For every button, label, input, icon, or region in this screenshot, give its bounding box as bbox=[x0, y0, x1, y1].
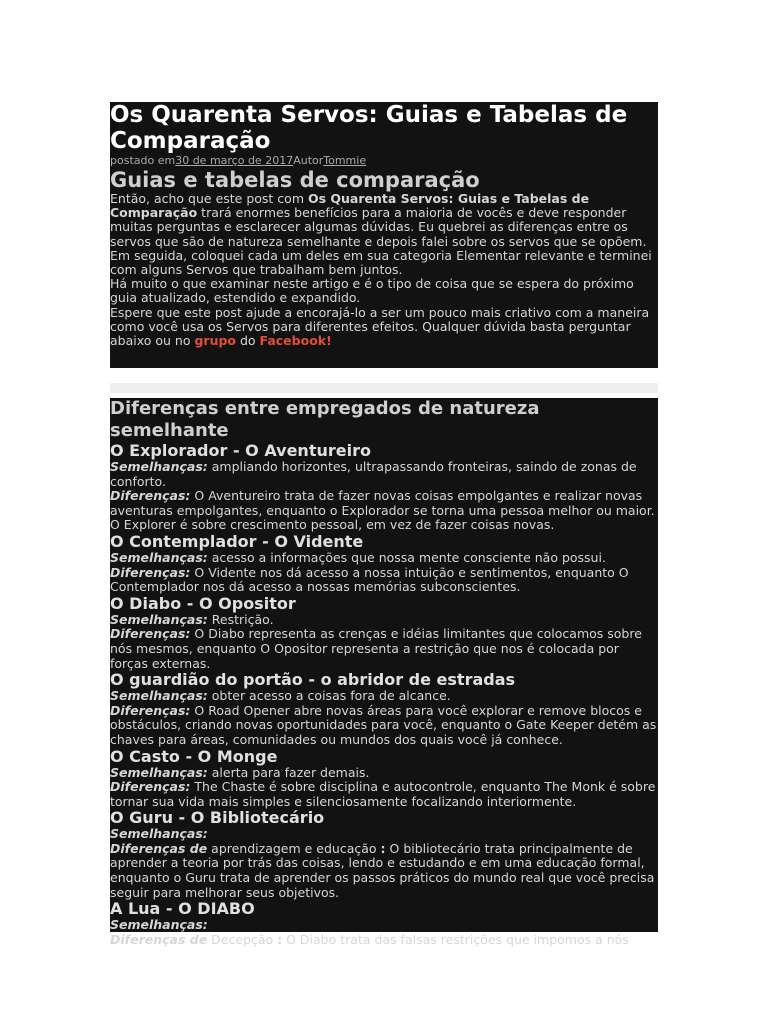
differences-text: O Road Opener abre novas áreas para você explorar e remove blocos e obstáculos, criando novas oportunidades para você, enquanto o Gate Keeper detém as chaves para áreas, comunidades ou mundos dos quais você já conhece. bbox=[110, 702, 657, 747]
differences-label: Diferenças: bbox=[110, 564, 191, 580]
similarities-label: Semelhanças: bbox=[110, 459, 208, 474]
intro-bold-title: Os Quarenta Servos: Guias e Tabelas de Comparação bbox=[110, 191, 590, 221]
similarities bbox=[110, 613, 658, 628]
differences-label: Diferenças: bbox=[110, 779, 191, 795]
similarities bbox=[110, 551, 658, 566]
differences-label: Diferenças de bbox=[110, 931, 208, 947]
similarities-text: Restrição. bbox=[207, 611, 274, 627]
intro-text-cont: trará enormes benefícios para a maioria de vocês e deve responder muitas perguntas e esclarecer algumas dúvidas. Eu quebrei as diferenças entre os servos que são de natureza semelhante e depois falei sobre os servos que se opõem. Em seguida, coloquei cada um deles em sua categoria Elementar relevante e terminei com alguns Servos que trabalham bem juntos. bbox=[110, 205, 652, 278]
similarities-label: Semelhanças: bbox=[110, 917, 208, 933]
author-prefix: Autor bbox=[293, 154, 324, 167]
posted-prefix: postado em bbox=[110, 154, 176, 167]
differences-text: The Chaste é sobre disciplina e autocontrole, enquanto The Monk é sobre tornar sua vida mais simples e silenciosamente focalizando interiormente. bbox=[110, 779, 656, 809]
comparison-panel bbox=[110, 398, 658, 947]
differences bbox=[110, 842, 658, 900]
similarities-text: ampliando horizontes, ultrapassando fronteiras, saindo de zonas de conforto. bbox=[110, 459, 637, 489]
similarities-text: alerta para fazer demais. bbox=[207, 764, 370, 780]
similarities bbox=[110, 689, 658, 704]
differences-label: Diferenças: bbox=[110, 488, 191, 504]
article-subtitle: Guias e tabelas de comparação bbox=[110, 168, 480, 192]
differences-label: Diferenças: bbox=[110, 702, 191, 718]
similarities bbox=[110, 460, 658, 489]
pair-title: O Contemplador - O Vidente bbox=[110, 531, 364, 551]
intro-paragraph-1 bbox=[110, 192, 658, 277]
intro-text: Então, acho que este post com bbox=[110, 191, 308, 206]
differences-topic: aprendizagem e educação bbox=[207, 840, 381, 856]
post-meta bbox=[110, 154, 658, 168]
similarities-label: Semelhanças: bbox=[110, 826, 208, 842]
differences-text: O bibliotecário trata principalmente de aprender a teoria por trás das coisas, lendo e estudando e em uma educação formal, enquanto o Guru trata de aprender os passos práticos do mundo real que você precisa seguir para melhorar seus objetivos. bbox=[110, 840, 655, 900]
article-title: Os Quarenta Servos: Guias e Tabelas de Comparação bbox=[110, 102, 628, 154]
similarities bbox=[110, 766, 658, 781]
section-heading: Diferenças entre empregados de natureza semelhante bbox=[110, 398, 540, 441]
similarities bbox=[110, 827, 658, 842]
intro-text-mid: do bbox=[236, 333, 260, 349]
intro-text-3: Espere que este post ajude a encorajá-lo a ser um pouco mais criativo com a maneira como você usa os Servos para diferentes efeitos. Qualquer dúvida basta perguntar abaixo ou no bbox=[110, 304, 650, 349]
article-header-panel bbox=[110, 102, 658, 368]
pair-title: O Casto - O Monge bbox=[110, 746, 278, 766]
colon: : bbox=[277, 931, 283, 947]
group-link[interactable]: grupo bbox=[194, 333, 236, 349]
similarities-text: obter acesso a coisas fora de alcance. bbox=[207, 688, 451, 704]
intro-paragraph-2: Há muito o que examinar neste artigo e é o tipo de coisa que se espera do próximo guia atualizado, estendido e expandido. bbox=[110, 276, 634, 306]
differences-text: O Aventureiro trata de fazer novas coisas empolgantes e realizar novas aventuras empolgantes, enquanto o Explorador se torna uma pessoa melhor ou maior. O Explorer é sobre crescimento pessoal, em vez de fazer coisas novas. bbox=[110, 488, 655, 533]
colon: : bbox=[380, 840, 386, 856]
similarities-label: Semelhanças: bbox=[110, 688, 208, 704]
intro-paragraph-3 bbox=[110, 306, 658, 349]
pair-title: O Diabo - O Opositor bbox=[110, 593, 296, 613]
differences bbox=[110, 566, 658, 595]
similarities-text: acesso a informações que nossa mente consciente não possui. bbox=[207, 549, 606, 565]
pair-title: O Guru - O Bibliotecário bbox=[110, 808, 325, 828]
author-link[interactable]: Tommie bbox=[323, 154, 367, 167]
differences-text: O Diabo trata das falsas restrições que impomos a nós bbox=[282, 931, 629, 947]
differences-label: Diferenças: bbox=[110, 626, 191, 642]
differences bbox=[110, 627, 658, 671]
similarities bbox=[110, 918, 658, 933]
differences bbox=[110, 933, 658, 948]
facebook-link[interactable]: Facebook! bbox=[259, 333, 332, 349]
differences bbox=[110, 704, 658, 748]
section-divider bbox=[110, 383, 658, 393]
pair-title: O guardião do portão - o abridor de estradas bbox=[110, 670, 516, 690]
differences-text: O Vidente nos dá acesso a nossa intuição e sentimentos, enquanto O Contemplador nos dá acesso a nossas memórias subconscientes. bbox=[110, 564, 629, 595]
post-date-link[interactable]: 30 de março de 2017 bbox=[175, 154, 294, 167]
differences-label: Diferenças de bbox=[110, 840, 208, 856]
differences-topic: Decepção bbox=[207, 931, 278, 947]
differences-text: O Diabo representa as crenças e idéias limitantes que colocamos sobre nós mesmos, enquanto O Opositor representa a restrição que nos é colocada por forças externas. bbox=[110, 626, 642, 671]
similarities-label: Semelhanças: bbox=[110, 549, 208, 565]
differences bbox=[110, 489, 658, 533]
similarities-label: Semelhanças: bbox=[110, 764, 208, 780]
differences bbox=[110, 780, 658, 809]
pair-title: O Explorador - O Aventureiro bbox=[110, 441, 371, 460]
pair-title: A Lua - O DIABO bbox=[110, 899, 255, 919]
similarities-label: Semelhanças: bbox=[110, 611, 208, 627]
